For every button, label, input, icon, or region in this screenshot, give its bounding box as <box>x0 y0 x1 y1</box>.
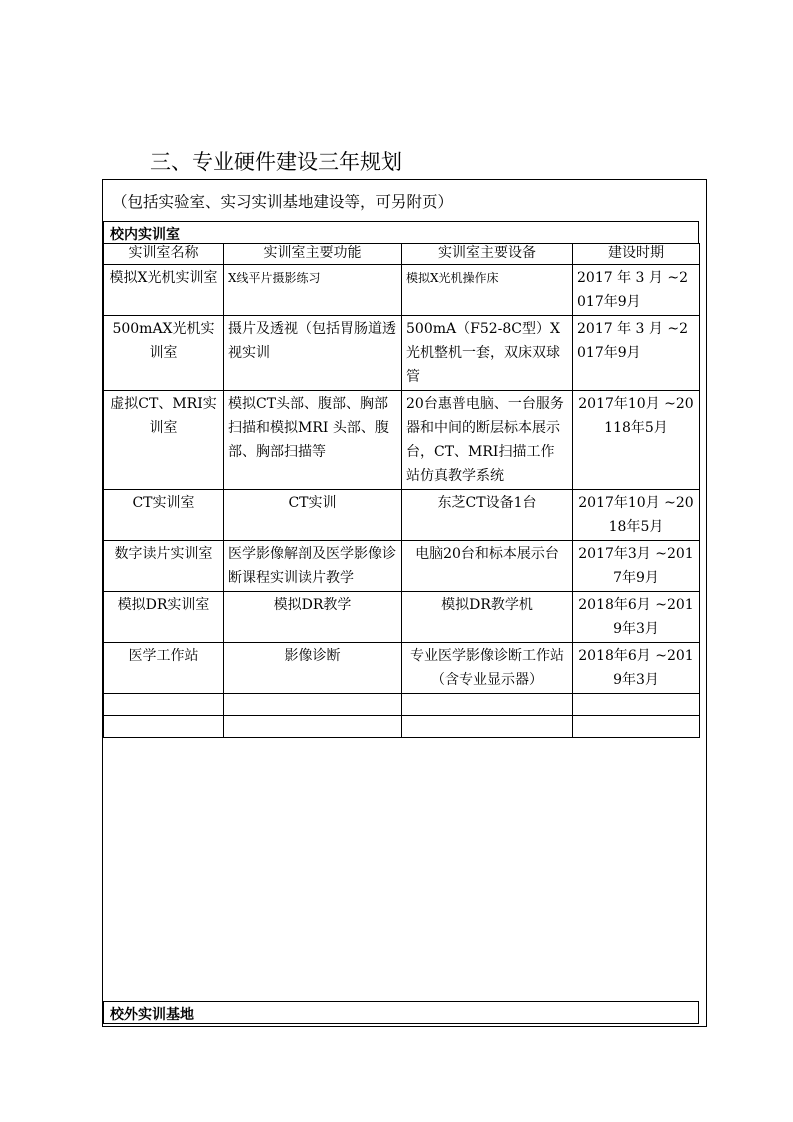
cell-period: 2017年3月 ~2017年9月 <box>573 541 700 592</box>
header-lab-name: 实训室名称 <box>104 244 224 265</box>
lab-plan-table <box>103 243 700 738</box>
table-row <box>104 316 700 391</box>
cell-period: 2017年10月 ~20118年5月 <box>573 391 700 490</box>
cell-lab-name: 数字读片实训室 <box>104 541 224 592</box>
cell-lab-name: 模拟DR实训室 <box>104 592 224 643</box>
cell-lab-name <box>104 716 224 738</box>
cell-function: X线平片摄影练习 <box>224 265 402 316</box>
cell-function: 摄片及透视（包括胃肠道透视实训 <box>224 316 402 391</box>
cell-equipment: 模拟DR教学机 <box>402 592 573 643</box>
cell-lab-name: 虚拟CT、MRI实训室 <box>104 391 224 490</box>
table-row <box>104 391 700 490</box>
cell-lab-name: 500mAX光机实训室 <box>104 316 224 391</box>
internal-section-box <box>103 221 699 244</box>
header-build-period: 建设时期 <box>573 244 700 265</box>
table-row <box>104 265 700 316</box>
page-title: 三、专业硬件建设三年规划 <box>150 150 402 174</box>
table-header-row <box>104 244 700 265</box>
cell-equipment: 东芝CT设备1台 <box>402 490 573 541</box>
cell-equipment: 20台惠普电脑、一台服务器和中间的断层标本展示台，CT、MRI扫描工作站仿真教学系统 <box>402 391 573 490</box>
cell-function <box>224 694 402 716</box>
cell-function <box>224 716 402 738</box>
internal-section-label: 校内实训室 <box>110 227 180 243</box>
cell-equipment <box>402 694 573 716</box>
cell-equipment: 专业医学影像诊断工作站 （含专业显示器） <box>402 643 573 694</box>
header-main-equipment: 实训室主要设备 <box>402 244 573 265</box>
cell-lab-name: 模拟X光机实训室 <box>104 265 224 316</box>
cell-period: 2017 年 3 月 ~2017年9月 <box>573 265 700 316</box>
cell-equipment: 电脑20台和标本展示台 <box>402 541 573 592</box>
cell-lab-name <box>104 694 224 716</box>
table-row <box>104 694 700 716</box>
cell-equipment <box>402 716 573 738</box>
cell-period <box>573 716 700 738</box>
cell-function: 医学影像解剖及医学影像诊断课程实训读片教学 <box>224 541 402 592</box>
cell-function: CT实训 <box>224 490 402 541</box>
external-section-label: 校外实训基地 <box>110 1007 194 1023</box>
table-row <box>104 541 700 592</box>
cell-function: 模拟DR教学 <box>224 592 402 643</box>
cell-period: 2017年10月 ~2018年5月 <box>573 490 700 541</box>
cell-function: 影像诊断 <box>224 643 402 694</box>
cell-equipment: 500mA（F52-8C型）X光机整机一套，双床双球管 <box>402 316 573 391</box>
cell-period <box>573 694 700 716</box>
table-row <box>104 490 700 541</box>
cell-equipment: 模拟X光机操作床 <box>402 265 573 316</box>
cell-function: 模拟CT头部、腹部、胸部扫描和模拟MRI 头部、腹部、胸部扫描等 <box>224 391 402 490</box>
table-row <box>104 592 700 643</box>
cell-period: 2018年6月 ~2019年3月 <box>573 643 700 694</box>
cell-lab-name: CT实训室 <box>104 490 224 541</box>
cell-period: 2018年6月 ~2019年3月 <box>573 592 700 643</box>
cell-period: 2017 年 3 月 ~2017年9月 <box>573 316 700 391</box>
instruction-note: （包括实验室、实习实训基地建设等，可另附页） <box>112 193 454 211</box>
table-row <box>104 643 700 694</box>
cell-lab-name: 医学工作站 <box>104 643 224 694</box>
header-main-function: 实训室主要功能 <box>224 244 402 265</box>
table-row <box>104 716 700 738</box>
